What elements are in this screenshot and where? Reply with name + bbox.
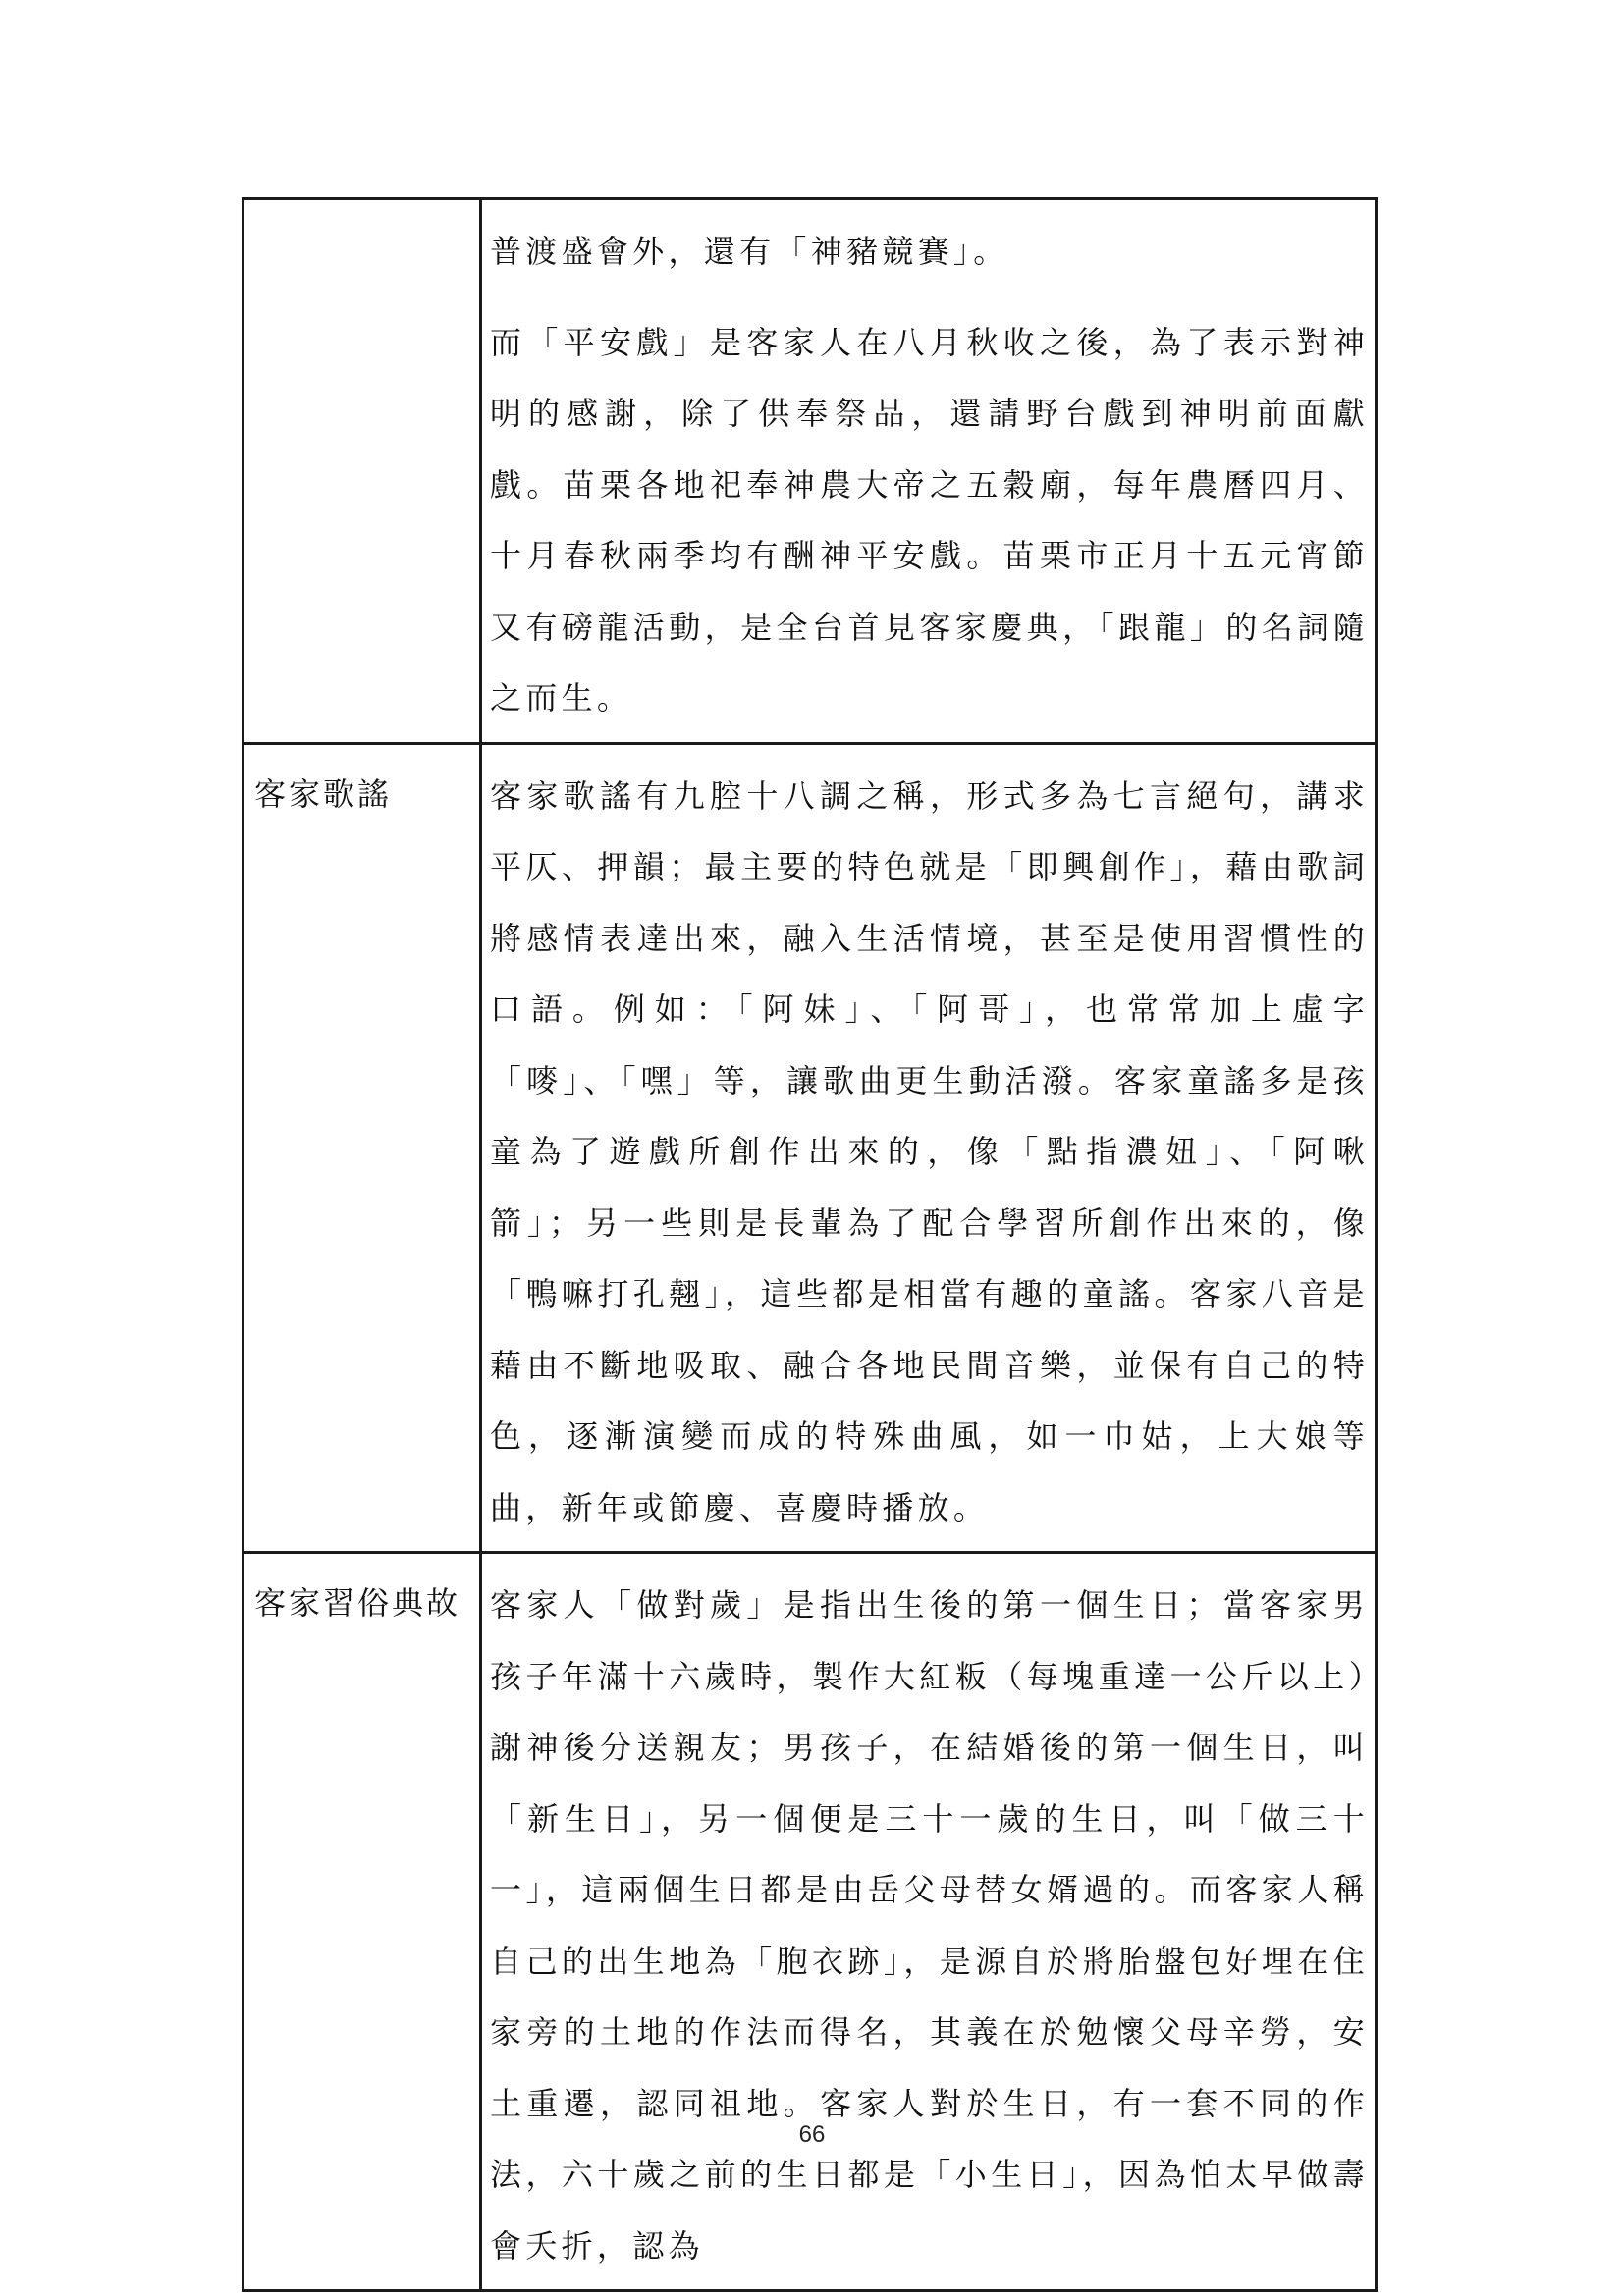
content-table	[242, 197, 1378, 2292]
row-label: 客家歌謠	[244, 743, 481, 1553]
row-label	[244, 199, 481, 744]
table-row	[244, 743, 1377, 1553]
table-row	[244, 199, 1377, 744]
row-content	[481, 1553, 1377, 2291]
paragraph: 而「平安戲」是客家人在八月秋收之後，為了表示對神明的感謝，除了供奉祭品，還請野台戲到神明前面獻戲。苗栗各地祀奉神農大帝之五穀廟，每年農曆四月、十月春秋兩季均有酬神平安戲。苗栗市正月十五元宵節又有磅龍活動，是全台首見客家慶典，「跟龍」的名詞隨之而生。	[490, 323, 1369, 717]
paragraph: 普渡盛會外，還有「神豬競賽」。	[490, 233, 1009, 270]
page-number: 66	[798, 2121, 826, 2148]
paragraph: 客家人「做對歲」是指出生後的第一個生日；當客家男孩子年滿十六歲時，製作大紅粄（每塊重達一公斤以上）謝神後分送親友；男孩子，在結婚後的第一個生日，叫「新生日」，另一個便是三十一歲的生日，叫「做三十一」，這兩個生日都是由岳父母替女婿過的。而客家人稱自己的出生地為「胞衣跡」，是源自於將胎盤包好埋在住家旁的土地的作法而得名，其義在於勉懷父母辛勞，安土重遷，認同祖地。客家人對於生日，有一套不同的作法，六十歲之前的生日都是「小生日」，因為怕太早做壽會夭折，認為	[490, 1586, 1369, 2265]
row-content	[481, 199, 1377, 744]
row-content	[481, 743, 1377, 1553]
paragraph: 客家歌謠有九腔十八調之稱，形式多為七言絕句，講求平仄、押韻；最主要的特色就是「即興創作」，藉由歌詞將感情表達出來，融入生活情境，甚至是使用習慣性的口語。例如：「阿妹」、「阿哥」，也常常加上虛字「嘜」、「嘿」等，讓歌曲更生動活潑。客家童謠多是孩童為了遊戲所創作出來的，像「點指濃妞」、「阿啾箭」；另一些則是長輩為了配合學習所創作出來的，像「鴨嘛打孔翹」，這些都是相當有趣的童謠。客家八音是藉由不斷地吸取、融合各地民間音樂，並保有自己的特色，逐漸演變而成的特殊曲風，如一巾姑，上大娘等曲，新年或節慶、喜慶時播放。	[490, 776, 1369, 1526]
row-label: 客家習俗典故	[244, 1553, 481, 2291]
table-row	[244, 1553, 1377, 2291]
